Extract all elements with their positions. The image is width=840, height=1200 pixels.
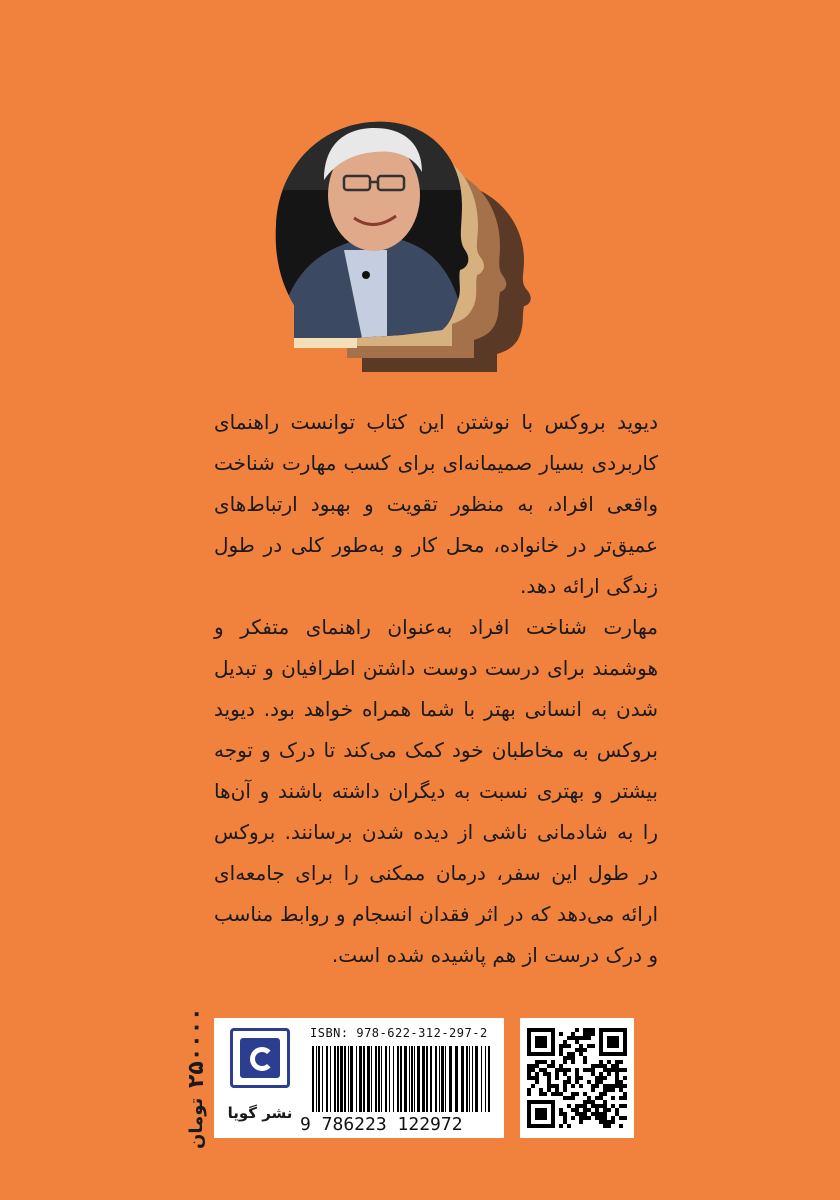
blurb-paragraph-1: دیوید بروکس با نوشتن این کتاب توانست راهنمای کاربردی بسیار صمیمانه‌ای برای کسب مهارت شناخت واقعی افراد، به منظور تقویت و بهبود ارتباط‌های عمیق‌تر در خانواده، محل کار و به‌طور کلی در طول زندگی ارائه دهد. bbox=[214, 410, 658, 598]
author-portrait bbox=[262, 110, 562, 400]
blurb-paragraph-2: مهارت شناخت افراد به‌عنوان راهنمای متفکر و هوشمند برای درست دوست داشتن اطرافیان و تبدیل شدن به انسانی بهتر با شما همراه خواهد بود. دیوید بروکس به مخاطبان خود کمک می‌کند تا درک و توجه بیشتر و بهتری نسبت به دیگران داشته باشند و آن‌ها را به شادمانی ناشی از دیده شدن برسانند. بروکس در طول این سفر، درمان ممکنی را برای جامعه‌ای ارائه می‌دهد که در اثر فقدان انسجام و روابط مناسب و درک درست از هم پاشیده شده است. bbox=[214, 615, 658, 967]
price-value: ۲۵۰۰۰۰ bbox=[184, 1007, 209, 1088]
publisher-name: نشر گویا bbox=[227, 1104, 293, 1122]
back-cover-blurb bbox=[214, 402, 658, 976]
ean-digits: 9 786223 122972 bbox=[300, 1114, 463, 1135]
barcode-bars bbox=[310, 1046, 496, 1112]
price-currency: تومان bbox=[186, 1097, 207, 1149]
publisher-logo bbox=[220, 1024, 300, 1132]
isbn-barcode-block bbox=[214, 1018, 504, 1138]
qr-code bbox=[520, 1018, 634, 1138]
silhouette-cream bbox=[294, 338, 357, 348]
isbn-label: ISBN: 978-622-312-297-2 bbox=[310, 1026, 488, 1040]
publisher-logo-icon bbox=[230, 1028, 290, 1088]
price-tag bbox=[170, 1007, 210, 1158]
qr-code-icon bbox=[520, 1018, 634, 1138]
